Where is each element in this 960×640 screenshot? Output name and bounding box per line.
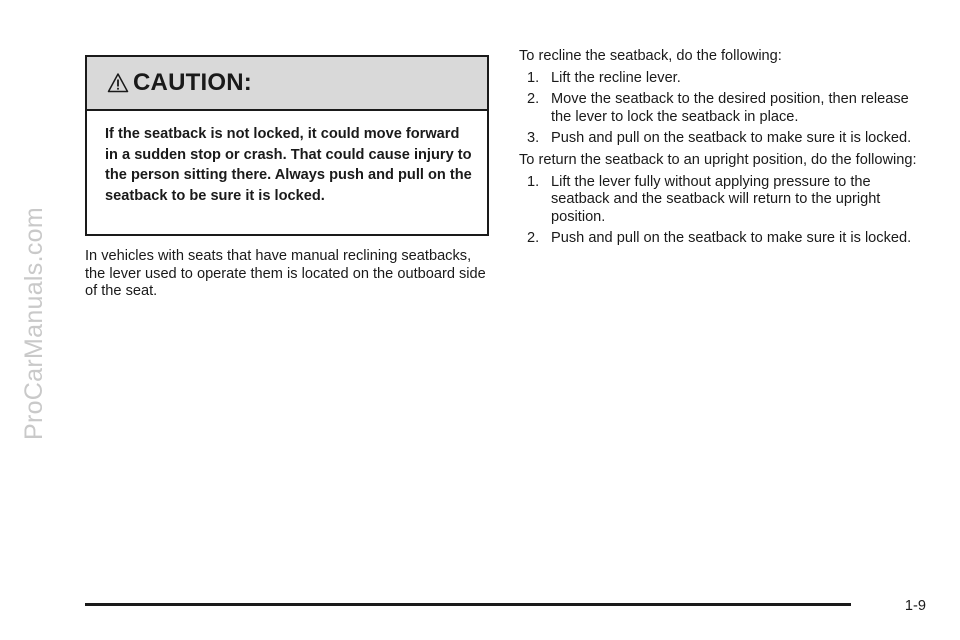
watermark: ProCarManuals.com [20,207,48,440]
caution-title: CAUTION: [133,69,252,96]
step-text: Move the seatback to the desired position, then release the lever to lock the seatback in place. [551,91,909,125]
list-item [519,130,929,148]
step-number: 1. [527,69,540,86]
left-column [85,55,489,301]
right-column [519,48,929,252]
caution-text: If the seatback is not locked, it could move forward in a sudden stop or crash. That could cause injury to the person sitting there. Always push and pull on the seatback to be sure it is locked. [105,126,472,204]
upright-steps [519,174,929,248]
recline-intro: To recline the seatback, do the following: [519,48,782,64]
step-number: 2. [527,230,540,247]
step-text: Push and pull on the seatback to make sure it is locked. [551,230,912,247]
list-item [519,230,929,248]
list-item [519,91,929,126]
upright-intro: To return the seatback to an upright position, do the following: [519,151,917,168]
list-item [519,70,929,88]
step-number: 2. [527,91,540,108]
list-item [519,174,929,227]
recline-steps [519,70,929,148]
step-text: Lift the recline lever. [551,69,681,86]
seat-lever-paragraph: In vehicles with seats that have manual reclining seatbacks, the lever used to operate them is located on the outboard side of the seat. [85,248,486,300]
step-number: 3. [527,130,540,147]
page-number: 1-9 [904,598,926,614]
caution-box [85,55,489,236]
warning-triangle-icon [107,72,129,94]
caution-header [87,57,487,111]
step-text: Lift the lever fully without applying pressure to the seatback and the seatback will return to the upright position. [551,173,881,225]
step-text: Push and pull on the seatback to make sure it is locked. [551,130,912,147]
footer-rule [85,603,851,606]
step-number: 1. [527,173,540,190]
